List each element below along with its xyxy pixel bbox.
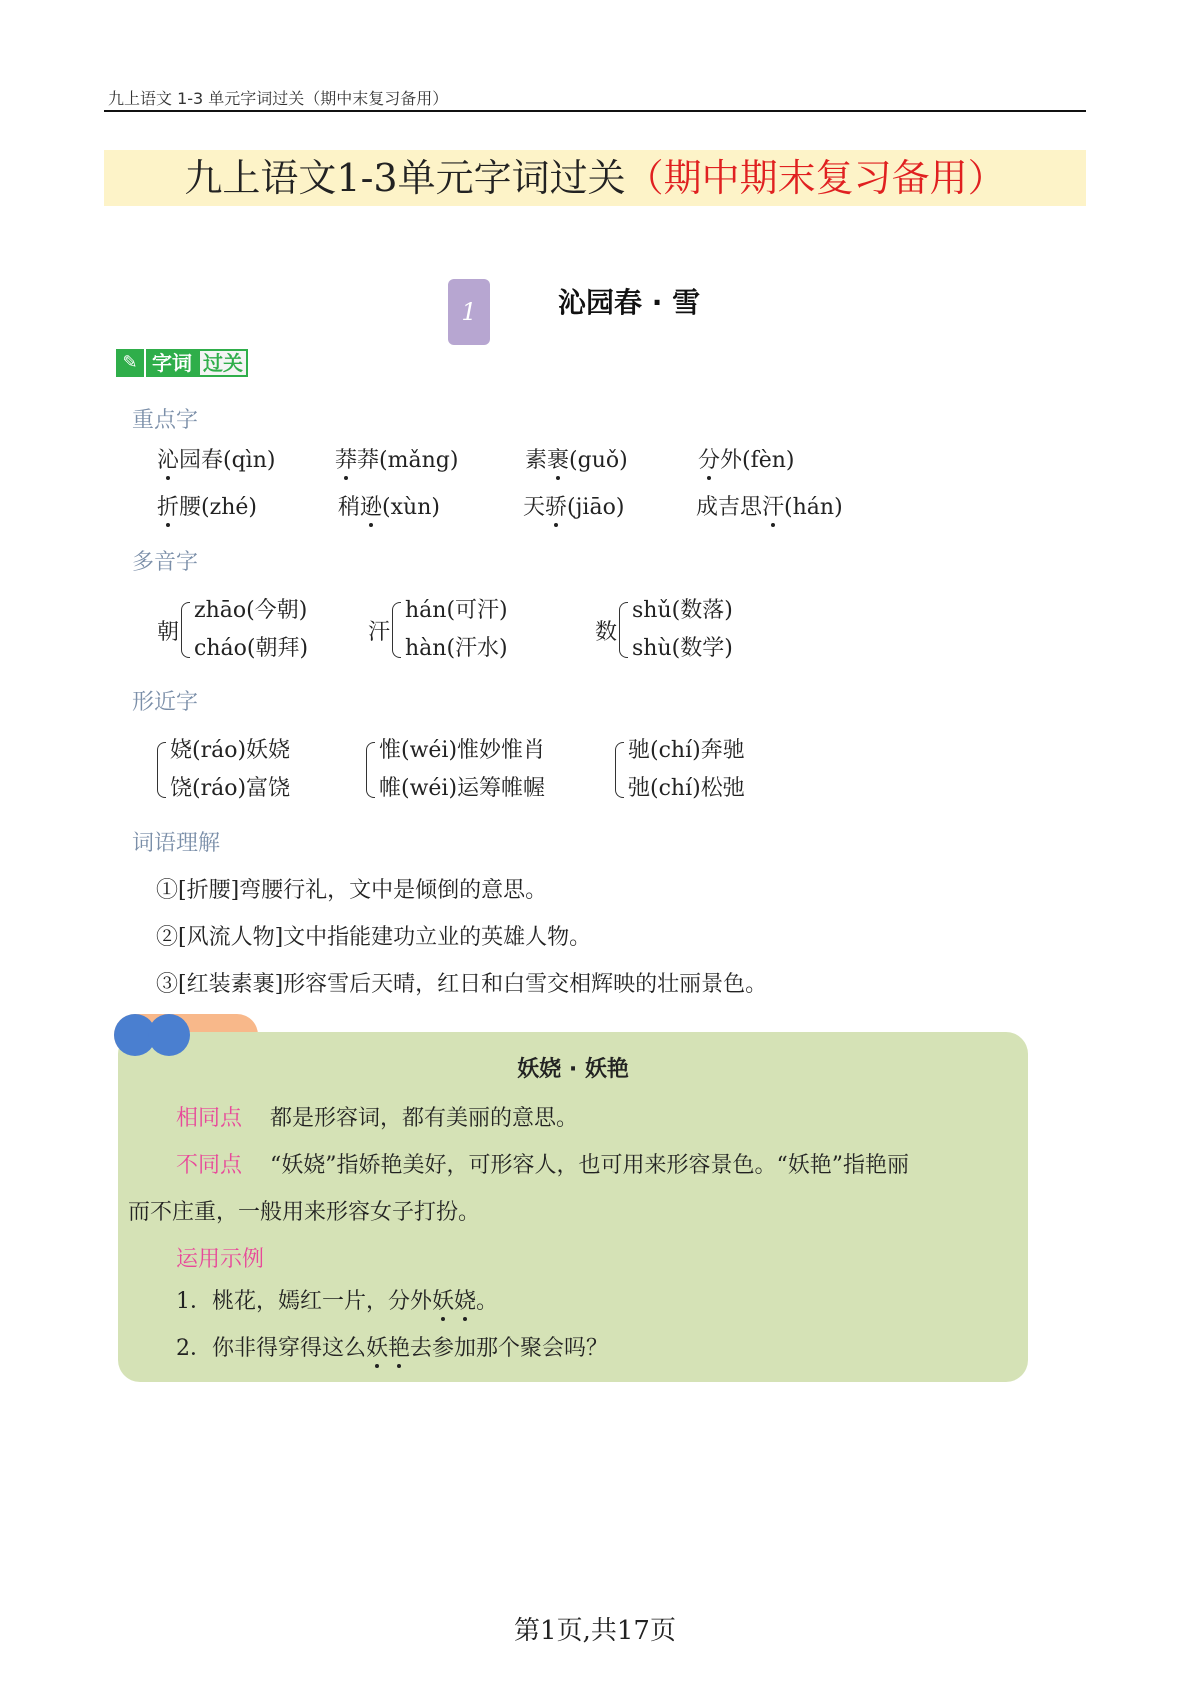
lesson-number-tag: 1 <box>448 279 490 345</box>
diff-label: 不同点 <box>176 1153 243 1178</box>
badge-text-2: 过关 <box>198 349 248 377</box>
similar-group: 惟(wéi)惟妙惟肖 帷(wéi)运筹帷幄 <box>366 732 545 808</box>
vocab-definition: ③[红装素裹]形容雪后天晴，红日和白雪交相辉映的壮丽景色。 <box>156 972 768 997</box>
key-char-item: 莽莽(mǎng) <box>335 448 459 473</box>
usage-label: 运用示例 <box>176 1247 265 1272</box>
section-polyphones: 多音字 <box>132 550 199 575</box>
polyphone-group: 数 shǔ(数落) shù(数学) <box>595 598 733 661</box>
same-label: 相同点 <box>176 1106 243 1131</box>
vocab-definition: ②[风流人物]文中指能建功立业的英雄人物。 <box>156 925 592 950</box>
header-rule <box>104 110 1086 112</box>
key-char-item: 分外(fèn) <box>698 448 795 473</box>
vocab-definition: ①[折腰]弯腰行礼，文中是倾倒的意思。 <box>156 878 548 903</box>
diff-point-cont: 而不庄重，一般用来形容女子打扮。 <box>128 1200 481 1225</box>
section-badge <box>116 349 248 377</box>
similar-group: 驰(chí)奔驰 弛(chí)松弛 <box>615 732 745 808</box>
page-title-paren: （期中期末复习备用） <box>625 156 1006 200</box>
section-vocabulary: 词语理解 <box>132 831 221 856</box>
section-key-chars: 重点字 <box>132 408 199 433</box>
key-char-item: 天骄(jiāo) <box>523 495 625 520</box>
running-header: 九上语文 1-3 单元字词过关（期中末复习备用） <box>108 89 449 108</box>
pencil-icon: ✎ <box>116 349 144 377</box>
key-char-item: 折腰(zhé) <box>157 495 257 520</box>
same-point: 相同点 都是形容词，都有美丽的意思。 <box>176 1106 579 1131</box>
lesson-title: 沁园春 · 雪 <box>558 286 701 319</box>
page-number: 第1页,共17页 <box>514 1616 676 1646</box>
title-band <box>104 150 1086 206</box>
usage-example: 2．你非得穿得这么妖艳去参加那个聚会吗？ <box>176 1336 609 1361</box>
blue-circle-decoration <box>148 1014 190 1056</box>
polyphone-group: 朝 zhāo(今朝) cháo(朝拜) <box>157 598 309 661</box>
badge-text-1: 字词 <box>146 349 198 377</box>
polyphone-group: 汗 hán(可汗) hàn(汗水) <box>368 598 508 661</box>
section-similar-chars: 形近字 <box>132 690 199 715</box>
page-title: 九上语文1-3单元字词过关 <box>184 156 626 200</box>
key-char-item: 沁园春(qìn) <box>157 448 276 473</box>
key-char-item: 素裹(guǒ) <box>525 448 628 473</box>
usage-example: 1．桃花，嫣红一片，分外妖娆。 <box>176 1289 499 1314</box>
similar-group: 娆(ráo)妖娆 饶(ráo)富饶 <box>157 732 290 808</box>
card-title: 妖娆 · 妖艳 <box>517 1057 629 1082</box>
key-char-item: 成吉思汗(hán) <box>696 495 843 520</box>
key-char-item: 稍逊(xùn) <box>338 495 440 520</box>
diff-point: 不同点 “妖娆”指娇艳美好，可形容人，也可用来形容景色。“妖艳”指艳丽 <box>176 1153 910 1178</box>
